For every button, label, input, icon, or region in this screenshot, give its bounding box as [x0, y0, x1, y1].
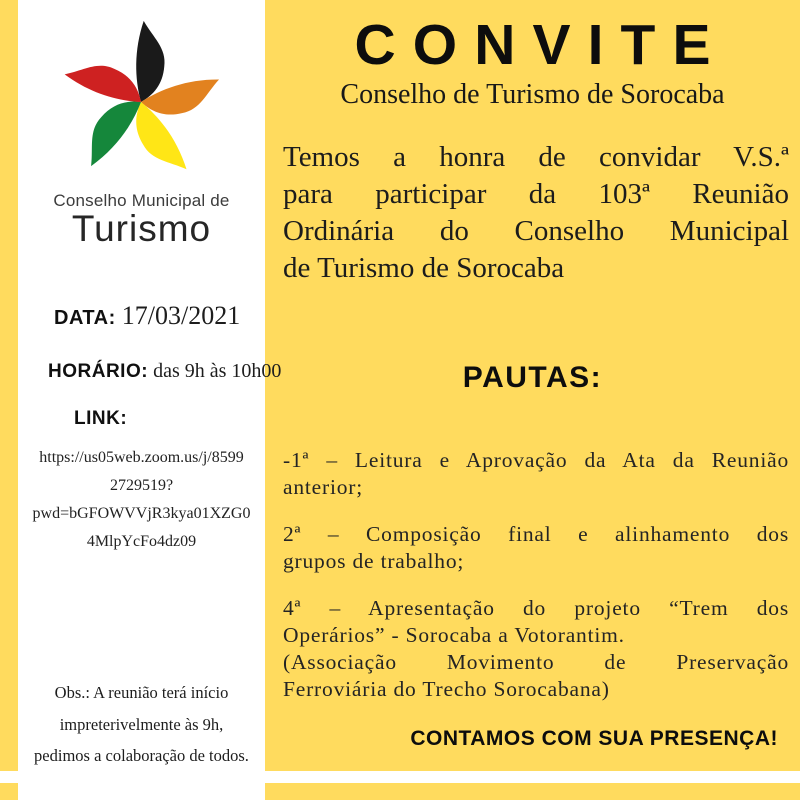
- link-line[interactable]: pwd=bGFOWVVjR3kya01XZG0: [32, 505, 251, 522]
- agenda-item-line: (Associação Movimento de Preservação: [283, 650, 789, 674]
- closing-message: CONTAMOS COM SUA PRESENÇA!: [410, 727, 778, 750]
- zoom-meeting-link[interactable]: [26, 444, 257, 556]
- agenda-item-line: anterior;: [283, 475, 364, 499]
- page-subtitle: Conselho de Turismo de Sorocaba: [340, 79, 725, 110]
- page-title: CONVITE: [354, 13, 728, 77]
- link-line[interactable]: 2729519?: [109, 477, 174, 494]
- logo-text-line1: Conselho Municipal de: [53, 191, 230, 210]
- date-value: 17/03/2021: [121, 301, 241, 330]
- date-row: [54, 301, 240, 331]
- observation-note: [22, 677, 261, 772]
- obs-line: impreterivelmente às 9h,: [59, 714, 224, 734]
- intro-line: para participar da 103ª Reunião: [283, 178, 789, 210]
- logo-text-line2: Turismo: [71, 208, 212, 249]
- time-label: HORÁRIO:: [48, 361, 149, 382]
- link-label: LINK:: [74, 408, 128, 429]
- agenda-item-line: Operários” - Sorocaba a Votorantim.: [283, 623, 625, 647]
- intro-line: de Turismo de Sorocaba: [283, 252, 565, 284]
- agenda-item: [283, 521, 789, 575]
- agenda-list: [283, 447, 789, 723]
- turismo-logo: [18, 18, 265, 250]
- agenda-heading: PAUTAS:: [462, 361, 603, 394]
- logo-blade-red: [62, 59, 146, 103]
- agenda-item-line: -1ª – Leitura e Aprovação da Ata da Reunião: [283, 448, 789, 472]
- time-value: das 9h às 10h00: [153, 360, 282, 382]
- obs-line: Obs.: A reunião terá início: [54, 683, 229, 702]
- main-content: [265, 0, 800, 771]
- agenda-item: [283, 595, 789, 703]
- agenda-item-line: 4ª – Apresentação do projeto “Trem dos: [283, 596, 789, 620]
- obs-line: pedimos a colaboração de todos.: [34, 746, 249, 765]
- time-row: [48, 360, 281, 383]
- intro-line: Temos a honra de convidar V.S.ª: [283, 141, 789, 173]
- link-line[interactable]: 4MlpYcFo4dz09: [86, 533, 197, 550]
- invitation-paragraph: [283, 139, 789, 287]
- agenda-item-line: Ferroviária do Trecho Sorocabana): [283, 677, 610, 701]
- date-label: DATA:: [54, 307, 116, 329]
- agenda-item-line: 2ª – Composição final e alinhamento dos: [283, 522, 789, 546]
- link-line[interactable]: https://us05web.zoom.us/j/8599: [39, 449, 244, 466]
- agenda-item: [283, 447, 789, 501]
- pinwheel-logo-icon: [39, 18, 244, 186]
- sidebar: [18, 0, 282, 800]
- agenda-item-line: grupos de trabalho;: [283, 549, 465, 573]
- intro-line: Ordinária do Conselho Municipal: [283, 215, 789, 247]
